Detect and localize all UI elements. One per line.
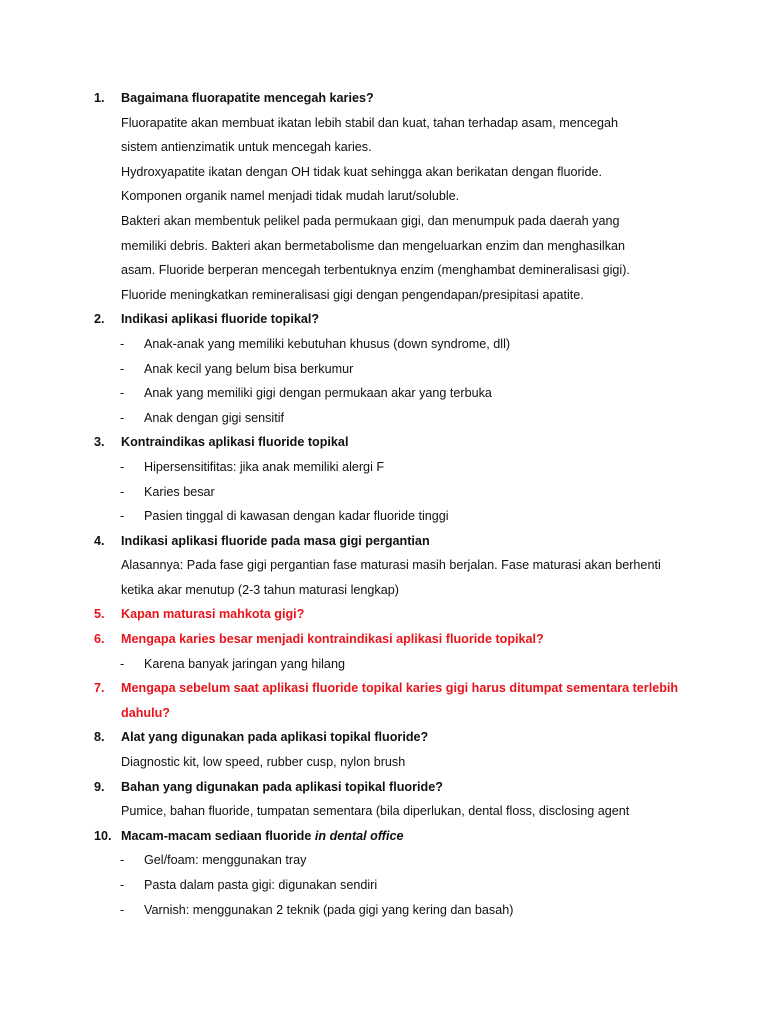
question-4 xyxy=(0,529,768,554)
dash-bullet: - xyxy=(120,361,125,376)
list-item: - Karena banyak jaringan yang hilang xyxy=(0,652,768,677)
dash-bullet: - xyxy=(120,509,125,524)
question-number: 2. xyxy=(94,312,105,327)
answer-line: asam. Fluoride berperan mencegah terbentuknya enzim (menghambat demineralisasi gigi). xyxy=(121,263,630,278)
dash-bullet: - xyxy=(120,459,125,474)
question-text: Alat yang digunakan pada aplikasi topikal fluoride? xyxy=(121,730,429,745)
dash-bullet: - xyxy=(120,878,125,892)
dash-bullet: - xyxy=(120,853,125,868)
question-1 xyxy=(0,86,768,111)
answer-line: Pumice, bahan fluoride, tumpatan sementara (bila diperlukan, dental floss, disclosing agent xyxy=(121,804,630,819)
question-text: Mengapa sebelum saat aplikasi fluoride topikal karies gigi harus ditumpat sementara terlebih xyxy=(121,681,679,696)
question-10 xyxy=(0,824,768,849)
question-number: 4. xyxy=(94,533,105,548)
list-item: - Pasta dalam pasta gigi: digunakan sendiri xyxy=(0,873,768,898)
dash-bullet: - xyxy=(120,656,125,671)
list-item: - Hipersensitifitas: jika anak memiliki alergi F xyxy=(0,455,768,480)
question-number: 5. xyxy=(94,607,105,622)
dash-bullet: - xyxy=(120,336,125,351)
list-item: - Karies besar xyxy=(0,480,768,505)
question-text: Bagaimana fluorapatite mencegah karies? xyxy=(121,91,374,105)
list-item: - Varnish: menggunakan 2 teknik (pada gigi yang kering dan basah) xyxy=(0,898,768,923)
question-8 xyxy=(0,725,768,750)
question-text: Indikasi aplikasi fluoride pada masa gigi pergantian xyxy=(121,533,430,548)
answer-line: memiliki debris. Bakteri akan bermetabolisme dan mengeluarkan enzim dan menghasilkan xyxy=(121,238,626,253)
question-text: Kontraindikas aplikasi fluoride topikal xyxy=(121,435,349,450)
dash-bullet: - xyxy=(120,902,125,917)
question-text: Macam-macam sediaan fluoride in dental office xyxy=(121,828,404,843)
question-number: 1. xyxy=(94,91,105,105)
question-7 xyxy=(0,676,768,701)
question-number: 6. xyxy=(94,632,105,647)
answer-line: Hydroxyapatite ikatan dengan OH tidak kuat sehingga akan berikatan dengan fluoride. xyxy=(121,164,602,179)
dash-bullet: - xyxy=(120,410,125,425)
question-3 xyxy=(0,430,768,455)
question-text: Kapan maturasi mahkota gigi? xyxy=(121,607,305,622)
answer-line: Fluoride meningkatkan remineralisasi gigi dengan pengendapan/presipitasi apatite. xyxy=(121,287,584,302)
dash-bullet: - xyxy=(120,386,125,401)
list-item: - Anak yang memiliki gigi dengan permukaan akar yang terbuka xyxy=(0,381,768,406)
answer-line: Komponen organik namel menjadi tidak mudah larut/soluble. xyxy=(121,189,460,204)
dash-bullet: - xyxy=(120,484,125,499)
question-text: Indikasi aplikasi fluoride topikal? xyxy=(121,312,320,327)
list-item: - Anak dengan gigi sensitif xyxy=(0,406,768,431)
list-item: - Anak kecil yang belum bisa berkumur xyxy=(0,357,768,382)
list-item: - Anak-anak yang memiliki kebutuhan khusus (down syndrome, dll) xyxy=(0,332,768,357)
question-number: 9. xyxy=(94,779,105,794)
answer-line: Diagnostic kit, low speed, rubber cusp, nylon brush xyxy=(121,755,406,770)
question-9 xyxy=(0,775,768,800)
question-number: 10. xyxy=(94,828,112,843)
answer-line: Fluorapatite akan membuat ikatan lebih stabil dan kuat, tahan terhadap asam, mencegah xyxy=(121,115,619,130)
answer-line: Alasannya: Pada fase gigi pergantian fase maturasi masih berjalan. Fase maturasi akan berhenti xyxy=(121,558,661,573)
question-5 xyxy=(0,602,768,627)
list-item: - Gel/foam: menggunakan tray xyxy=(0,848,768,873)
list-item: - Pasien tinggal di kawasan dengan kadar fluoride tinggi xyxy=(0,504,768,529)
question-text: Mengapa karies besar menjadi kontraindikasi aplikasi fluoride topikal? xyxy=(121,632,544,647)
question-number: 8. xyxy=(94,730,105,745)
question-6 xyxy=(0,627,768,652)
answer-line: Bakteri akan membentuk pelikel pada permukaan gigi, dan menumpuk pada daerah yang xyxy=(121,213,620,228)
question-text: dahulu? xyxy=(121,705,170,720)
question-2 xyxy=(0,307,768,332)
question-text: Bahan yang digunakan pada aplikasi topikal fluoride? xyxy=(121,779,443,794)
question-number: 3. xyxy=(94,435,105,450)
question-number: 7. xyxy=(94,681,105,696)
answer-line: sistem antienzimatik untuk mencegah karies. xyxy=(121,140,372,155)
answer-line: ketika akar menutup (2-3 tahun maturasi lengkap) xyxy=(121,582,399,597)
question-7-continued xyxy=(0,701,768,726)
